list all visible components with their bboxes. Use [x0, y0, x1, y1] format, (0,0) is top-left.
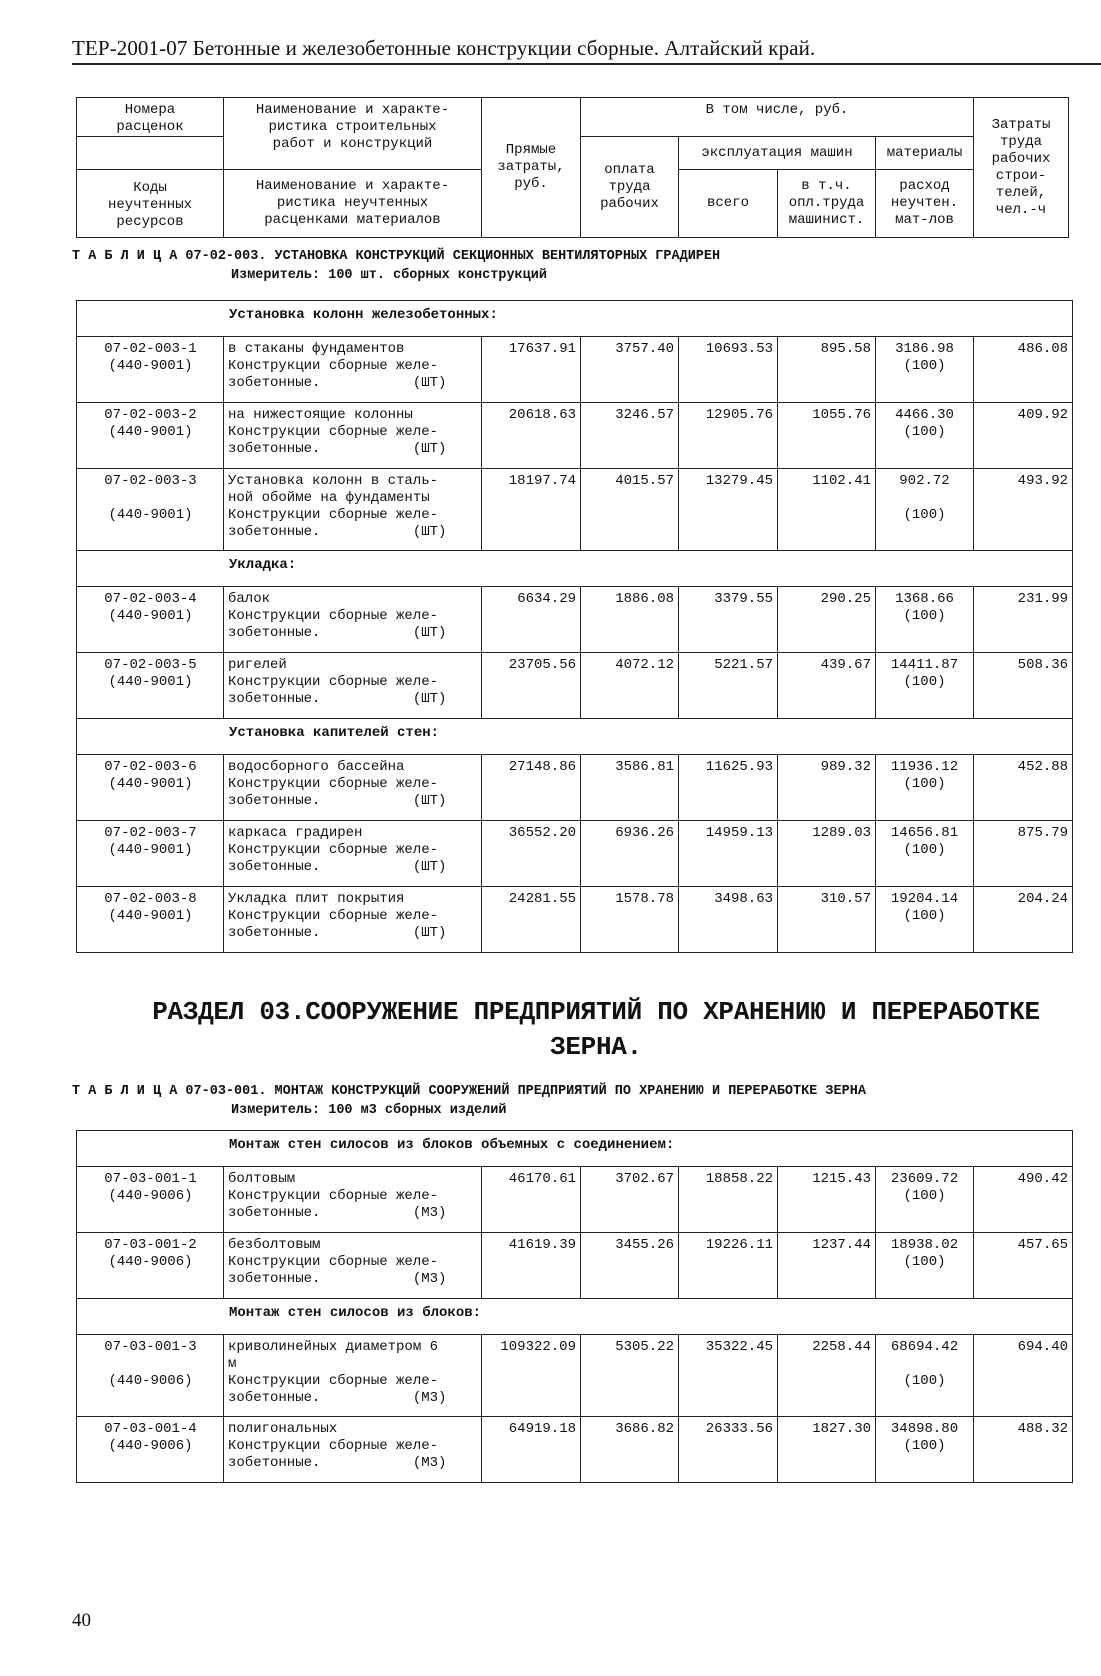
machines-operators: 1055.76 [778, 403, 876, 469]
rate-name: болтовым Конструкции сборные желе- зобетонные. (М3) [224, 1167, 482, 1233]
labor-pay: 5305.22 [581, 1335, 679, 1417]
labor: 875.79 [974, 821, 1073, 887]
machines-total: 14959.13 [679, 821, 778, 887]
machines-total: 26333.56 [679, 1417, 778, 1483]
direct-cost: 27148.86 [482, 755, 581, 821]
machines-total: 3379.55 [679, 587, 778, 653]
rate-code: 07-02-003-6 (440-9001) [77, 755, 224, 821]
labor: 508.36 [974, 653, 1073, 719]
rate-name: безболтовым Конструкции сборные желе- зобетонные. (М3) [224, 1233, 482, 1299]
rate-code: 07-02-003-8 (440-9001) [77, 887, 224, 953]
materials: 3186.98 (100) [876, 337, 974, 403]
materials: 11936.12 (100) [876, 755, 974, 821]
machines-total: 18858.22 [679, 1167, 778, 1233]
labor-pay: 3586.81 [581, 755, 679, 821]
labor: 694.40 [974, 1335, 1073, 1417]
materials: 14411.87 (100) [876, 653, 974, 719]
col-direct: Прямые затраты, руб. [482, 98, 581, 238]
labor: 452.88 [974, 755, 1073, 821]
rate-name: на нижестоящие колонны Конструкции сборные желе- зобетонные. (ШТ) [224, 403, 482, 469]
col-name: Наименование и характе- ристика строительных работ и конструкций [224, 98, 482, 170]
table-row [77, 587, 1073, 653]
col-numbers-gap [77, 137, 224, 170]
table-row [77, 403, 1073, 469]
machines-operators: 310.57 [778, 887, 876, 953]
table-row [77, 1417, 1073, 1483]
table-row [77, 755, 1073, 821]
materials: 34898.80 (100) [876, 1417, 974, 1483]
labor-pay: 3702.67 [581, 1167, 679, 1233]
machines-total: 10693.53 [679, 337, 778, 403]
labor-pay: 6936.26 [581, 821, 679, 887]
labor: 231.99 [974, 587, 1073, 653]
table2 [76, 1130, 1073, 1483]
machines-operators: 895.58 [778, 337, 876, 403]
rate-code: 07-02-003-7 (440-9001) [77, 821, 224, 887]
materials: 18938.02 (100) [876, 1233, 974, 1299]
machines-total: 35322.45 [679, 1335, 778, 1417]
materials: 19204.14 (100) [876, 887, 974, 953]
col-machines-operators: в т.ч. опл.труда машинист. [778, 170, 876, 238]
labor: 409.92 [974, 403, 1073, 469]
direct-cost: 20618.63 [482, 403, 581, 469]
rate-code: 07-02-003-2 (440-9001) [77, 403, 224, 469]
machines-operators: 1102.41 [778, 469, 876, 551]
col-numbers: Номера расценок [77, 98, 224, 137]
labor: 488.32 [974, 1417, 1073, 1483]
labor: 486.08 [974, 337, 1073, 403]
direct-cost: 18197.74 [482, 469, 581, 551]
table-row [77, 821, 1073, 887]
table2-unit: Измеритель: 100 м3 сборных изделий [231, 1103, 507, 1118]
rate-name: каркаса градирен Конструкции сборные желе- зобетонные. (ШТ) [224, 821, 482, 887]
column-header-table [76, 97, 1069, 238]
table-row [77, 653, 1073, 719]
direct-cost: 41619.39 [482, 1233, 581, 1299]
materials: 1368.66 (100) [876, 587, 974, 653]
labor-pay: 3455.26 [581, 1233, 679, 1299]
rate-name: балок Конструкции сборные желе- зобетонные. (ШТ) [224, 587, 482, 653]
table1-subheading: Укладка: [77, 551, 1073, 587]
labor-pay: 1886.08 [581, 587, 679, 653]
labor: 457.65 [974, 1233, 1073, 1299]
rate-name: Установка колонн в сталь- ной обойме на фундаменты Конструкции сборные желе- зобетонные. (ШТ) [224, 469, 482, 551]
col-labor: Затраты труда рабочих строи- телей, чел.-ч [974, 98, 1069, 238]
rate-code: 07-03-001-4 (440-9006) [77, 1417, 224, 1483]
page-number: 40 [72, 1610, 91, 1631]
labor: 490.42 [974, 1167, 1073, 1233]
table-row [77, 1167, 1073, 1233]
direct-cost: 23705.56 [482, 653, 581, 719]
rate-code: 07-02-003-3 (440-9001) [77, 469, 224, 551]
materials: 23609.72 (100) [876, 1167, 974, 1233]
labor-pay: 1578.78 [581, 887, 679, 953]
machines-total: 19226.11 [679, 1233, 778, 1299]
rate-name: полигональных Конструкции сборные желе- зобетонные. (М3) [224, 1417, 482, 1483]
machines-operators: 989.32 [778, 755, 876, 821]
col-codes: Коды неучтенных ресурсов [77, 170, 224, 238]
machines-operators: 290.25 [778, 587, 876, 653]
header-rule [72, 63, 1101, 65]
machines-operators: 1215.43 [778, 1167, 876, 1233]
materials: 68694.42 (100) [876, 1335, 974, 1417]
rate-code: 07-02-003-4 (440-9001) [77, 587, 224, 653]
labor: 204.24 [974, 887, 1073, 953]
direct-cost: 24281.55 [482, 887, 581, 953]
direct-cost: 17637.91 [482, 337, 581, 403]
machines-operators: 439.67 [778, 653, 876, 719]
direct-cost: 64919.18 [482, 1417, 581, 1483]
direct-cost: 6634.29 [482, 587, 581, 653]
machines-operators: 1237.44 [778, 1233, 876, 1299]
rate-name: ригелей Конструкции сборные желе- зобетонные. (ШТ) [224, 653, 482, 719]
materials: 902.72 (100) [876, 469, 974, 551]
section-heading: РАЗДЕЛ 03.СООРУЖЕНИЕ ПРЕДПРИЯТИЙ ПО ХРАНЕНИЮ И ПЕРЕРАБОТКЕ ЗЕРНА. [152, 997, 1040, 1062]
table1 [76, 300, 1073, 953]
col-labor-pay: оплата труда рабочих [581, 137, 679, 238]
labor-pay: 4072.12 [581, 653, 679, 719]
labor-pay: 3757.40 [581, 337, 679, 403]
table2-subheading: Монтаж стен силосов из блоков: [77, 1299, 1073, 1335]
col-name-unaccounted: Наименование и характе- ристика неучтенных расценками материалов [224, 170, 482, 238]
rate-code: 07-03-001-2 (440-9006) [77, 1233, 224, 1299]
rate-name: криволинейных диаметром 6 м Конструкции сборные желе- зобетонные. (М3) [224, 1335, 482, 1417]
table2-subheading: Монтаж стен силосов из блоков объемных с соединением: [77, 1131, 1073, 1167]
table1-subheading: Установка капителей стен: [77, 719, 1073, 755]
rate-code: 07-03-001-3 (440-9006) [77, 1335, 224, 1417]
rate-name: водосборного бассейна Конструкции сборные желе- зобетонные. (ШТ) [224, 755, 482, 821]
machines-total: 11625.93 [679, 755, 778, 821]
machines-operators: 2258.44 [778, 1335, 876, 1417]
rate-code: 07-03-001-1 (440-9006) [77, 1167, 224, 1233]
machines-total: 3498.63 [679, 887, 778, 953]
direct-cost: 36552.20 [482, 821, 581, 887]
table1-caption: Т А Б Л И Ц А 07-02-003. УСТАНОВКА КОНСТРУКЦИЙ СЕКЦИОННЫХ ВЕНТИЛЯТОРНЫХ ГРАДИРЕН [72, 249, 721, 264]
table-row [77, 337, 1073, 403]
table-row [77, 469, 1073, 551]
page-header: ТЕР-2001-07 Бетонные и железобетонные конструкции сборные. Алтайский край. [72, 36, 816, 60]
direct-cost: 109322.09 [482, 1335, 581, 1417]
labor-pay: 3246.57 [581, 403, 679, 469]
labor-pay: 4015.57 [581, 469, 679, 551]
col-machines: эксплуатация машин [679, 137, 876, 170]
machines-total: 5221.57 [679, 653, 778, 719]
col-materials-sub: расход неучтен. мат-лов [876, 170, 974, 238]
machines-total: 12905.76 [679, 403, 778, 469]
col-materials: материалы [876, 137, 974, 170]
rate-name: Укладка плит покрытия Конструкции сборные желе- зобетонные. (ШТ) [224, 887, 482, 953]
rate-code: 07-02-003-1 (440-9001) [77, 337, 224, 403]
direct-cost: 46170.61 [482, 1167, 581, 1233]
machines-operators: 1289.03 [778, 821, 876, 887]
rate-name: в стаканы фундаментов Конструкции сборные желе- зобетонные. (ШТ) [224, 337, 482, 403]
labor: 493.92 [974, 469, 1073, 551]
table1-unit: Измеритель: 100 шт. сборных конструкций [231, 268, 547, 283]
table-row [77, 887, 1073, 953]
materials: 4466.30 (100) [876, 403, 974, 469]
labor-pay: 3686.82 [581, 1417, 679, 1483]
col-machines-total: всего [679, 170, 778, 238]
machines-total: 13279.45 [679, 469, 778, 551]
materials: 14656.81 (100) [876, 821, 974, 887]
table-row [77, 1335, 1073, 1417]
table-row [77, 1233, 1073, 1299]
col-including: В том числе, руб. [581, 98, 974, 137]
table1-subheading: Установка колонн железобетонных: [77, 301, 1073, 337]
machines-operators: 1827.30 [778, 1417, 876, 1483]
table2-caption: Т А Б Л И Ц А 07-03-001. МОНТАЖ КОНСТРУКЦИЙ СООРУЖЕНИЙ ПРЕДПРИЯТИЙ ПО ХРАНЕНИЮ И ПЕРЕРАБОТКЕ ЗЕРНА [72, 1084, 866, 1099]
rate-code: 07-02-003-5 (440-9001) [77, 653, 224, 719]
